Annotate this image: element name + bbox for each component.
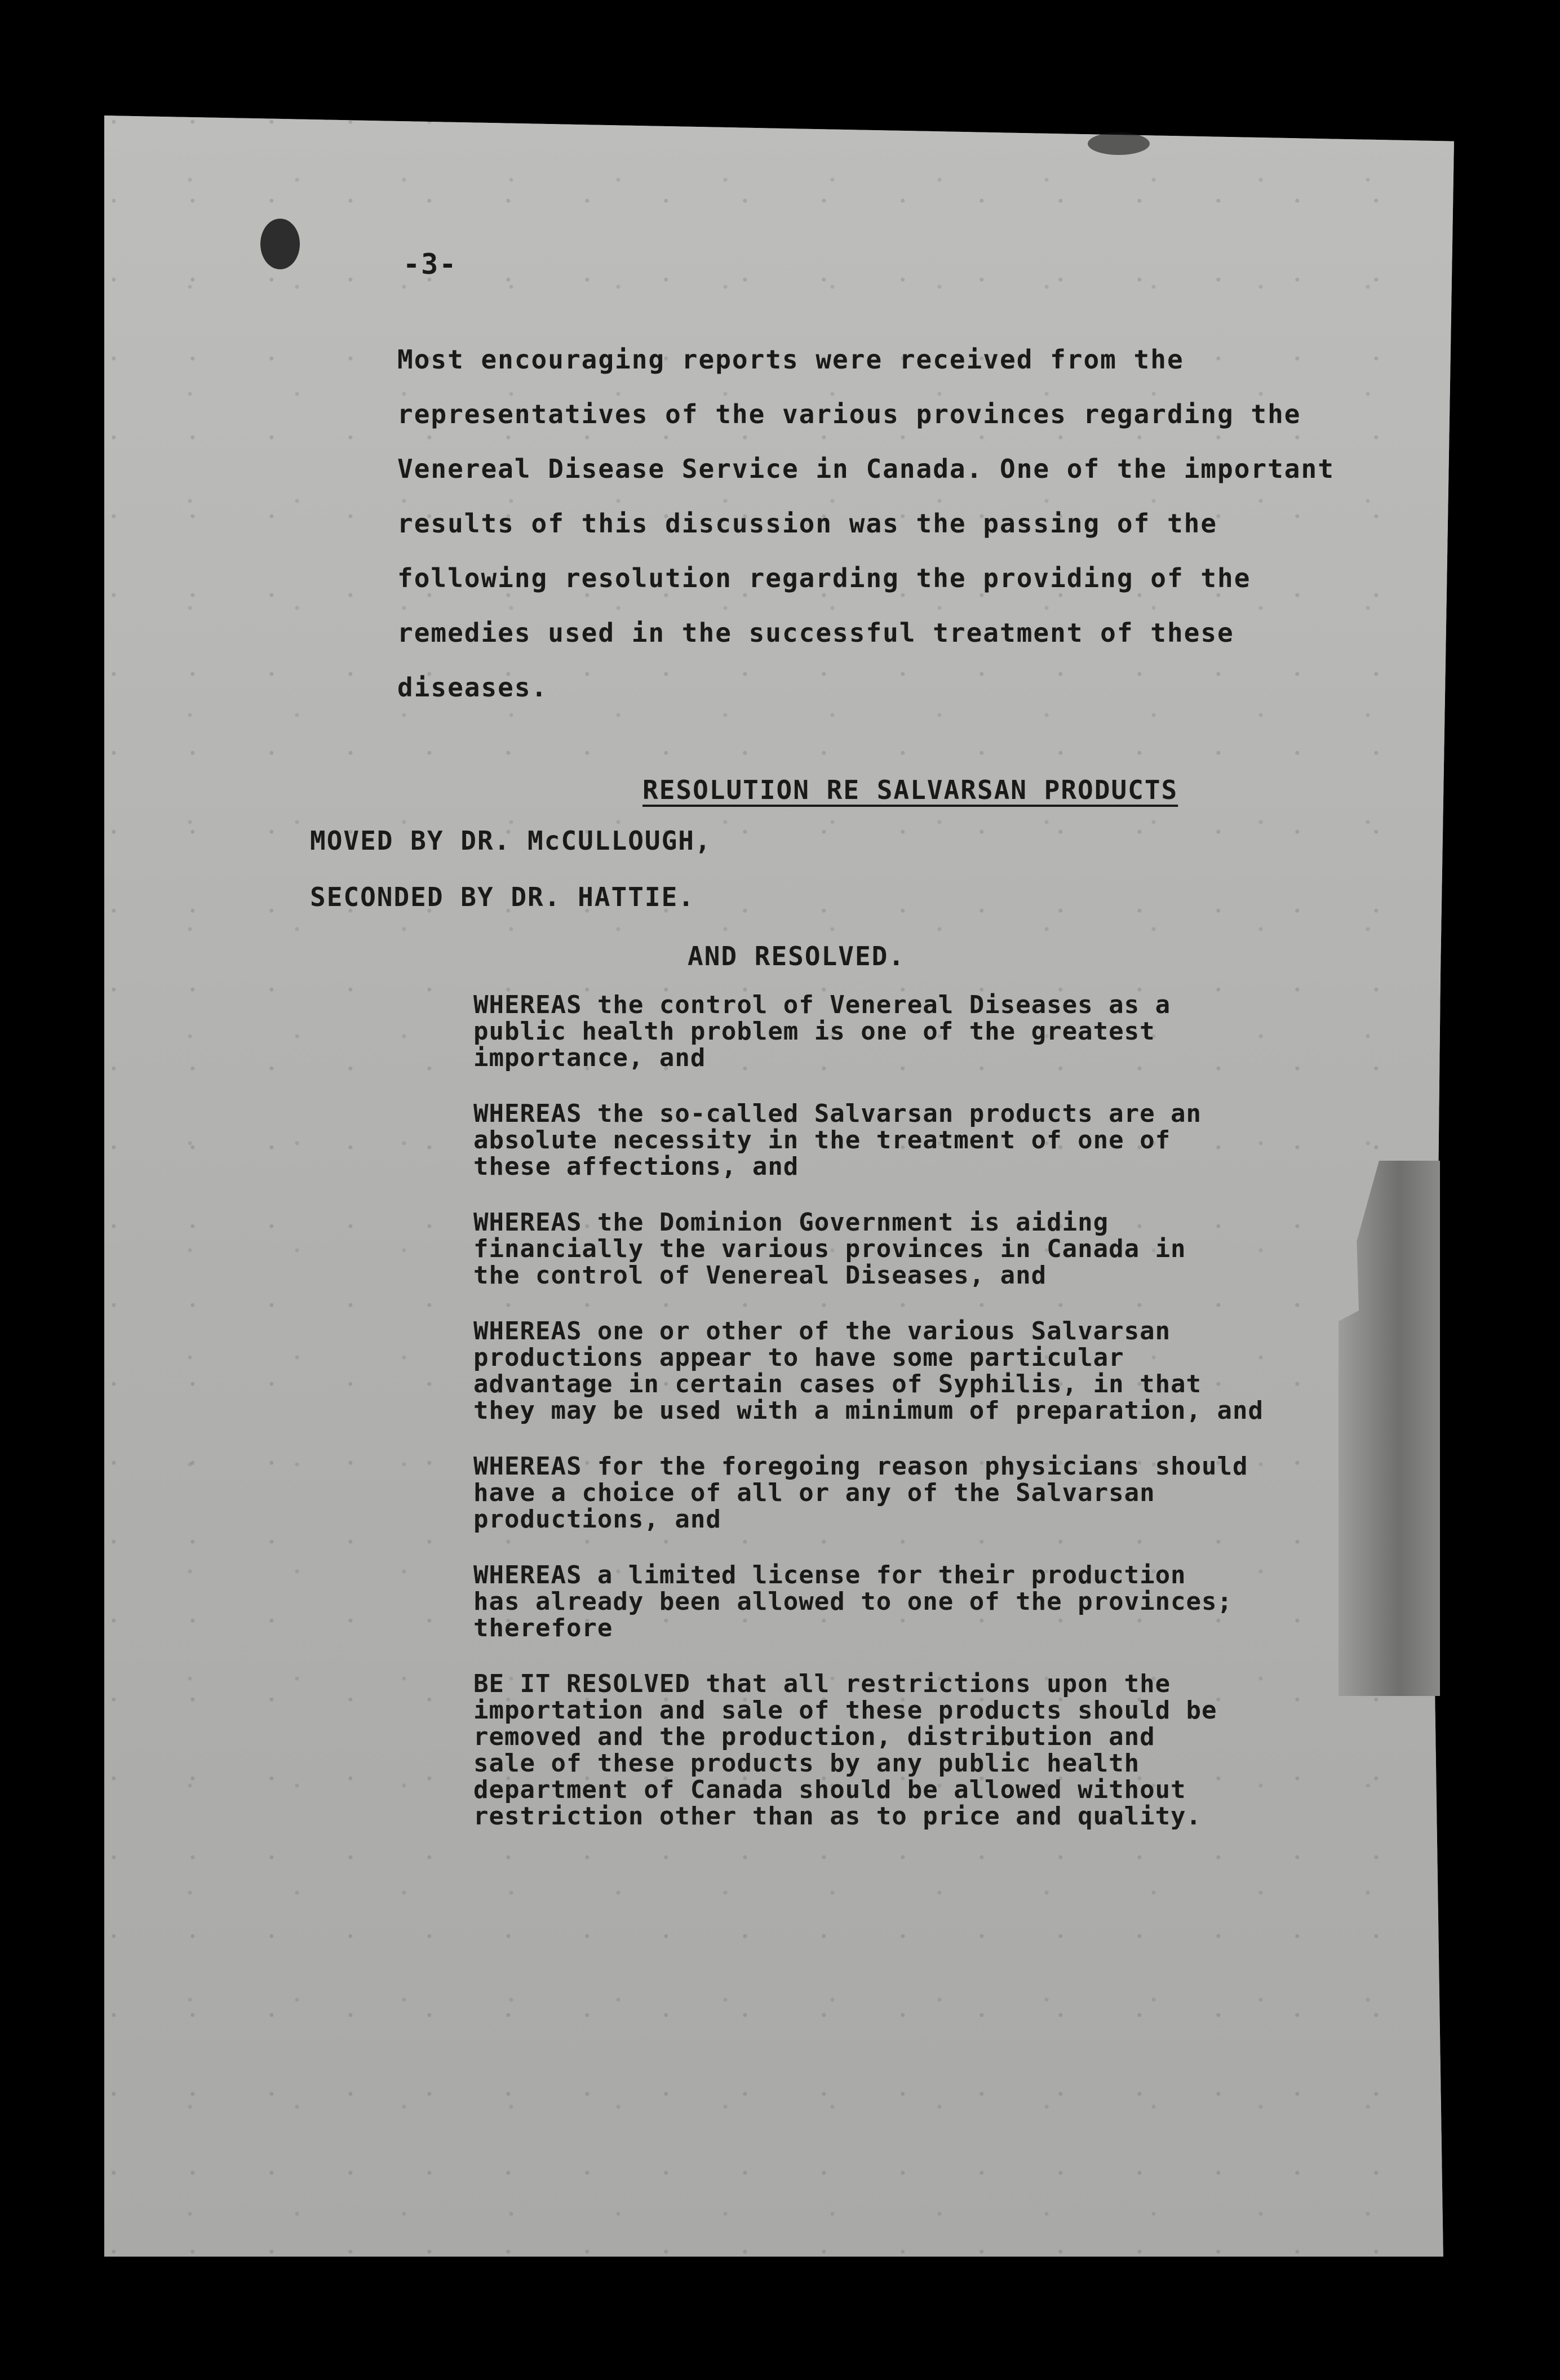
resolution-clauses bbox=[473, 992, 1364, 1859]
ink-stain bbox=[260, 219, 300, 269]
ink-stain bbox=[1088, 132, 1150, 155]
moved-by: MOVED BY DR. McCULLOUGH, bbox=[310, 825, 712, 856]
clause-be-it-resolved: BE IT RESOLVED that all restrictions upon the importation and sale of these products should be removed and the production, distribution and sale of these products by any public health department of Canada should be allowed without restriction other than as to price and quality. bbox=[473, 1669, 1217, 1831]
and-resolved: AND RESOLVED. bbox=[688, 941, 906, 971]
intro-paragraph: Most encouraging reports were received from the representatives of the various provinces regarding the Venereal Disease Service in Canada. One of the important results of this discussion was the passing of the following resolution regarding the providing of the remedies used in the successful treatment of these diseases. bbox=[397, 344, 1335, 703]
clause-whereas-3: WHEREAS the Dominion Government is aiding financially the various provinces in Canada in the control of Venereal Diseases, and bbox=[473, 1208, 1186, 1290]
seconded-by: SECONDED BY DR. HATTIE. bbox=[310, 882, 695, 912]
resolution-heading: RESOLUTION RE SALVARSAN PRODUCTS bbox=[642, 775, 1178, 805]
page-number: -3- bbox=[403, 248, 458, 281]
clause-whereas-5: WHEREAS for the foregoing reason physicians should have a choice of all or any of the Salvarsan productions, and bbox=[473, 1452, 1248, 1534]
clause-whereas-4: WHEREAS one or other of the various Salvarsan productions appear to have some particular advantage in certain cases of Syphilis, in that they may be used with a minimum of preparation, and bbox=[473, 1317, 1264, 1425]
clause-whereas-6: WHEREAS a limited license for their production has already been allowed to one of the provinces; therefore bbox=[473, 1561, 1233, 1642]
clause-whereas-1: WHEREAS the control of Venereal Diseases as a public health problem is one of the greatest importance, and bbox=[473, 991, 1171, 1072]
clause-whereas-2: WHEREAS the so-called Salvarsan products are an absolute necessity in the treatment of one of these affections, and bbox=[473, 1099, 1202, 1181]
